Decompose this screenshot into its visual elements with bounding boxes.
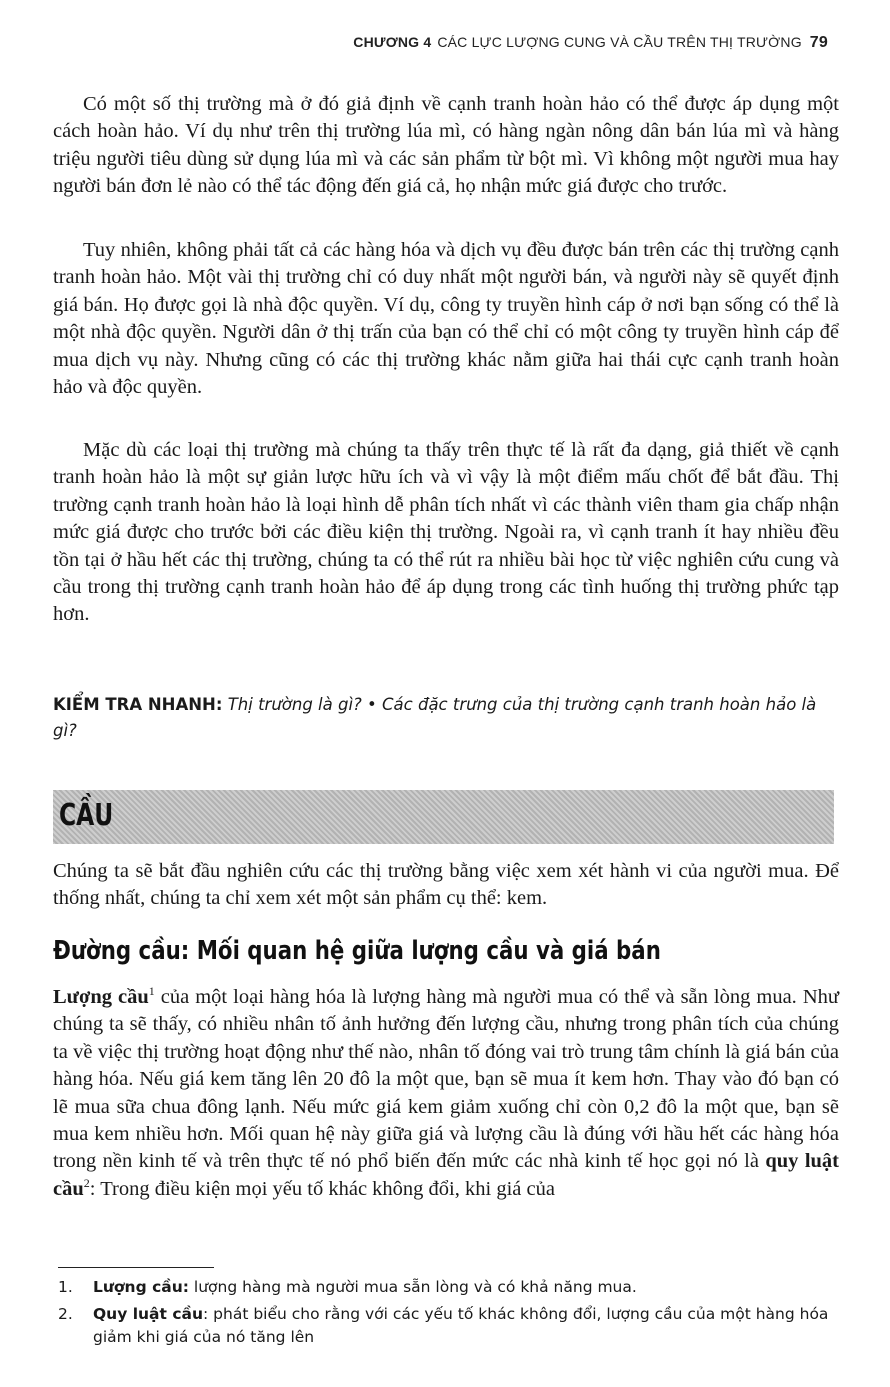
term-quantity-demanded: Lượng cầu	[53, 986, 149, 1008]
footnote-2	[58, 1303, 838, 1349]
footnote-term: Lượng cầu:	[93, 1278, 189, 1296]
term-law-of-demand: quy luật cầu	[53, 1150, 839, 1200]
chapter-title: CÁC LỰC LƯỢNG CUNG VÀ CẦU TRÊN THỊ TRƯỜNG	[437, 34, 802, 50]
footnote-text: : phát biểu cho rằng với các yếu tố khác không đổi, lượng cầu của một hàng hóa giảm khi giá của nó tăng lên	[93, 1305, 829, 1346]
footnote-divider	[58, 1267, 214, 1268]
footnote-ref-1[interactable]: 1	[148, 984, 155, 999]
demand-text-a: của một loại hàng hóa là lượng hàng mà người mua có thể và sẵn lòng mua. Như chúng ta sẽ thấy, có nhiều nhân tố ảnh hưởng đến lượng cầu, nhưng trong phân tích của chúng ta về việc thị trường hoạt động như thế nào, nhân tố đóng vai trò trung tâm chính là giá bán của hàng hóa. Nếu giá kem tăng lên 20 đô la một que, bạn sẽ mua ít kem hơn. Thay vào đó bạn có lẽ mua sữa chua đông lạnh. Nếu mức giá kem giảm xuống chỉ còn 0,2 đô la một que, bạn sẽ mua kem nhiều hơn. Mối quan hệ này giữa giá và lượng cầu là đúng với hầu hết các hàng hóa trong nền kinh tế và trên thực tế nó phổ biến đến mức các nhà kinh tế học gọi nó là	[53, 986, 839, 1173]
section-intro: Chúng ta sẽ bắt đầu nghiên cứu các thị trường bằng việc xem xét hành vi của người mua. Để thống nhất, chúng ta chỉ xem xét một sản phẩm cụ thể: kem.	[53, 860, 839, 910]
footnote-1	[58, 1276, 838, 1299]
page-number: 79	[809, 34, 828, 51]
paragraph-demand	[53, 984, 839, 1203]
running-header	[353, 34, 828, 52]
demand-text-b: : Trong điều kiện mọi yếu tố khác không đổi, khi giá của	[89, 1177, 555, 1200]
paragraph-2: Tuy nhiên, không phải tất cả các hàng hóa và dịch vụ đều được bán trên các thị trường cạnh tranh hoàn hảo. Một vài thị trường chỉ có duy nhất một người bán, và người này sẽ quyết định giá bán. Họ được gọi là nhà độc quyền. Ví dụ, công ty truyền hình cáp ở nơi bạn sống có thể là một nhà độc quyền. Người dân ở thị trấn của bạn có thể chỉ có một công ty truyền hình cáp để mua dịch vụ này. Nhưng cũng có các thị trường khác nằm giữa hai thái cực cạnh tranh hoàn hảo và độc quyền.	[53, 239, 839, 399]
section-title: CẦU	[59, 798, 114, 833]
quick-check-label: KIỂM TRA NHANH:	[53, 695, 223, 714]
footnote-number: 1.	[58, 1278, 73, 1296]
footnote-term: Quy luật cầu	[93, 1305, 204, 1323]
section-heading-band	[53, 790, 834, 844]
quick-check-box	[53, 692, 839, 744]
footnote-text: lượng hàng mà người mua sẵn lòng và có khả năng mua.	[188, 1278, 637, 1296]
paragraph-1: Có một số thị trường mà ở đó giả định về cạnh tranh hoàn hảo có thể được áp dụng một cách hoàn hảo. Ví dụ như trên thị trường lúa mì, có hàng ngàn nông dân bán lúa mì và hàng triệu người tiêu dùng sử dụng lúa mì và các sản phẩm từ bột mì. Vì không một người mua hay người bán đơn lẻ nào có thể tác động đến giá cả, họ nhận mức giá được cho trước.	[53, 93, 839, 198]
subsection-title: Đường cầu: Mối quan hệ giữa lượng cầu và giá bán	[53, 936, 661, 966]
paragraph-3: Mặc dù các loại thị trường mà chúng ta thấy trên thực tế là rất đa dạng, giả thiết về cạnh tranh hoàn hảo là một sự giản lược hữu ích và vì vậy là một điểm mấu chốt để bắt đầu. Thị trường cạnh tranh hoàn hảo là loại hình dễ phân tích nhất vì các thành viên tham gia chấp nhận mức giá được cho trước bởi các điều kiện thị trường. Ngoài ra, vì cạnh tranh ít hay nhiều đều tồn tại ở hầu hết các thị trường, chúng ta có thể rút ra nhiều bài học từ việc nghiên cứu cung và cầu trong thị trường cạnh tranh hoàn hảo để áp dụng trong các tình huống thị trường phức tạp hơn.	[53, 439, 839, 626]
chapter-label: CHƯƠNG 4	[353, 34, 432, 50]
footnotes	[58, 1276, 838, 1353]
footnote-number: 2.	[58, 1305, 73, 1323]
footnote-ref-2[interactable]: 2	[83, 1176, 90, 1191]
quick-check-question: Thị trường là gì? • Các đặc trưng của thị trường cạnh tranh hoàn hảo là gì?	[53, 695, 817, 740]
